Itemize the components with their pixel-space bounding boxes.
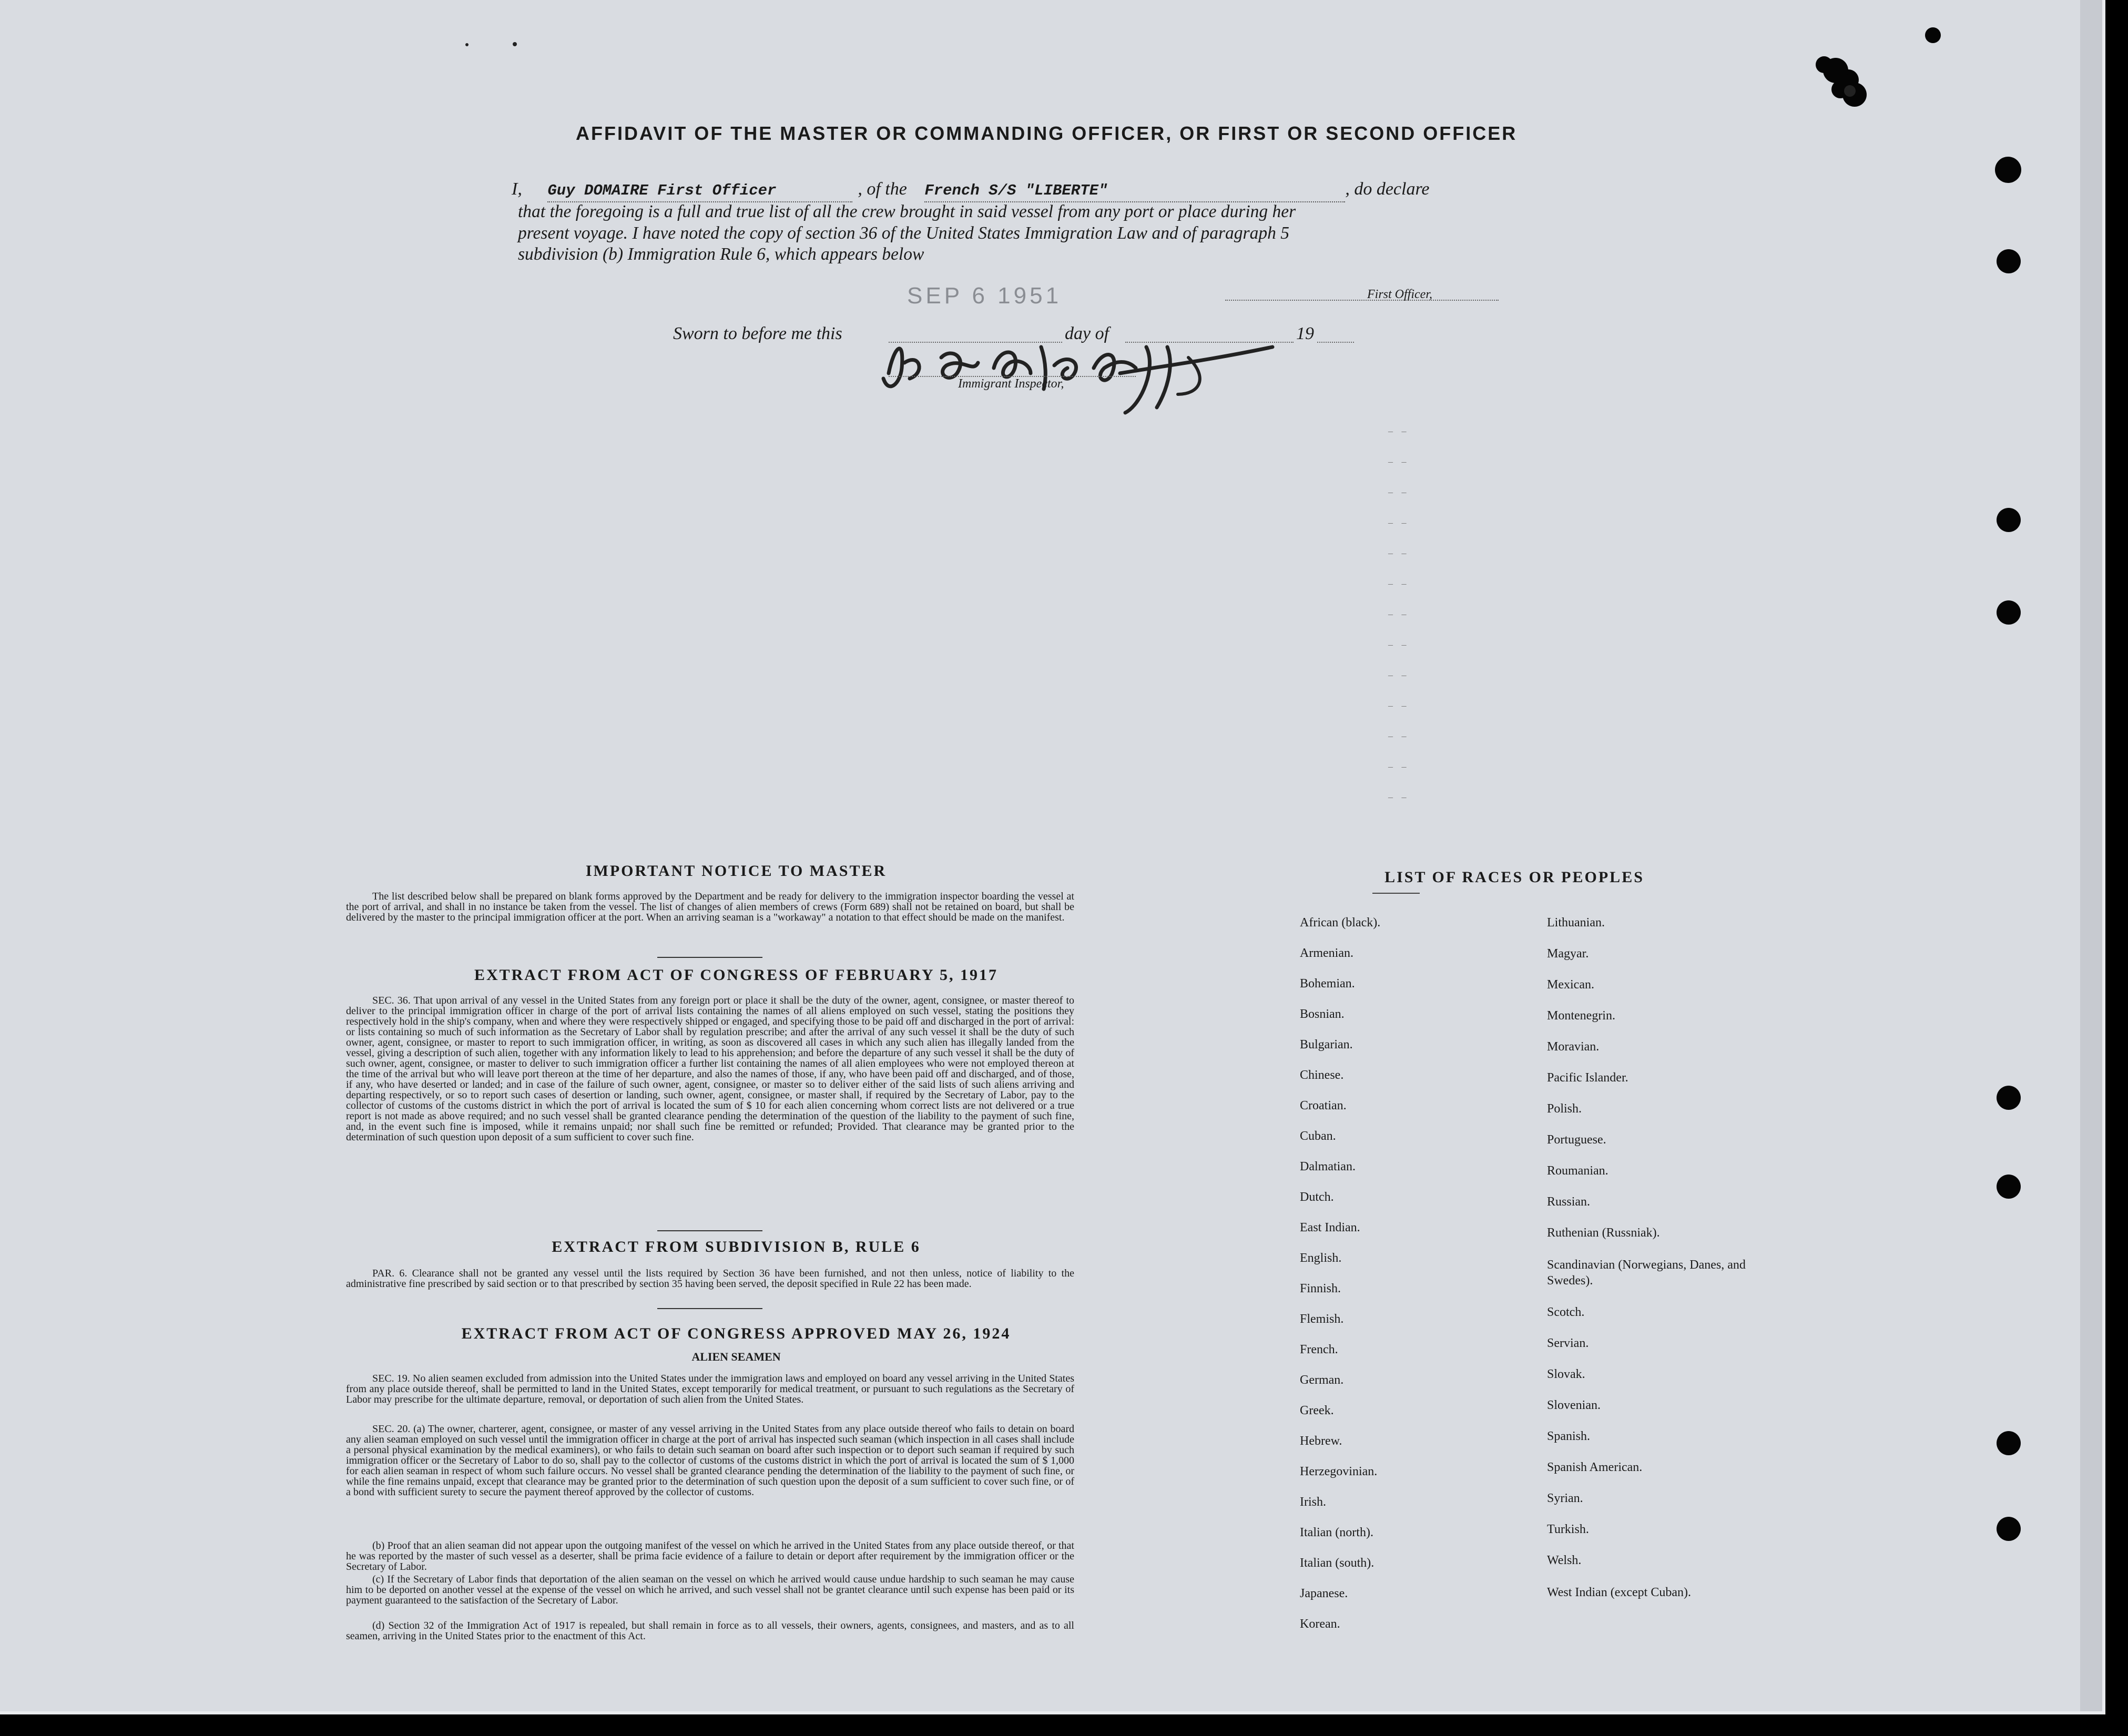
affidavit-line-4: subdivision (b) Immigration Rule 6, which appears below (518, 244, 924, 264)
margin-tick: – – (1388, 731, 1410, 741)
race-item: Chinese. (1300, 1068, 1344, 1082)
officer-name-field: Guy DOMAIRE First Officer (547, 180, 852, 202)
race-item: Moravian. (1547, 1040, 1600, 1054)
race-item: African (black). (1300, 916, 1381, 930)
inspector-signature (873, 315, 1283, 421)
margin-tick: – – (1388, 487, 1410, 497)
binder-hole (1997, 1517, 2021, 1541)
race-item: Roumanian. (1547, 1164, 1608, 1178)
race-item: Bosnian. (1300, 1007, 1345, 1021)
date-stamp: SEP 6 1951 (907, 283, 1062, 309)
margin-tick: – – (1388, 456, 1410, 467)
race-item: Lithuanian. (1547, 916, 1605, 930)
race-item: Magyar. (1547, 947, 1589, 961)
margin-tick: – – (1388, 761, 1410, 772)
race-item: Montenegrin. (1547, 1009, 1615, 1023)
race-item: Polish. (1547, 1102, 1582, 1116)
extract-1924-sec19: SEC. 19. No alien seamen excluded from admission into the United States under the immigration laws and employed on board any vessel arriving in the United States from any place outside thereof, shall be permitted to land in the United States, except temporarily for medical treatment, or pursuant to such regulations as the Secretary of Labor may prescribe for the ultimate departure, removal, or deportation of such alien from the United States. (346, 1373, 1074, 1405)
race-item: Irish. (1300, 1495, 1326, 1509)
affidavit-i: I, (512, 179, 522, 199)
race-item: German. (1300, 1373, 1344, 1387)
race-item: Pacific Islander. (1547, 1071, 1628, 1085)
race-item: Greek. (1300, 1404, 1334, 1417)
race-item: East Indian. (1300, 1221, 1360, 1234)
extract-1917-body: SEC. 36. That upon arrival of any vessel in the United States from any foreign port or place it shall be the duty of the owner, agent, consignee, or master thereof to deliver to the principal immigration officer in charge of the port of arrival lists containing the names of all aliens employed on such vessel, stating the positions they respectively hold in the ship's company, when and where they were respectively shipped or engaged, and specifying those to be paid off and discharged in the port of arrival: or lists containing so much of such information as the Secretary of Labor shall by regulation prescribe; and after the arrival of any such vessel it shall be the duty of such owner, agent, consignee, or master to report to such immigration officer, in writing, as soon as discovered all cases in which any such alien has illegally landed from the vessel, giving a description of such alien, together with any information likely to lead to his apprehension; and before the departure of any such vessel it shall be the duty of such owner, agent, consignee, or master to deliver to such immigration officer a further list containing the names of all alien employees who were not employed thereon at the time of the arrival but who will leave port thereon at the time of her departure, and also the names of those, if any, who have been paid off and discharged, and of those, if any, who have deserted or landed; and in case of the failure of such owner, agent, consignee, or master so to deliver either of the said lists of such aliens arriving and departing respectively, or so to report such cases of desertion or landing, such owner, agent, consignee, or master shall, if required by the Secretary of Labor, pay to the collector of customs of the customs district in which the port of arrival is located the sum of $ 10 for each alien concerning whom correct lists are not delivered or a true report is not made as above required; and no such vessel shall be granted clearance pending the determination of the question of the liability to the payment of such fine, and, in the event such fine is imposed, while it remains unpaid; nor shall such fine be remitted or refunded; Provided. That clearance may be granted prior to the determination of such question upon deposit of a sum sufficient to cover such fine. (346, 995, 1074, 1143)
notice-body: The list described below shall be prepared on blank forms approved by the Department and be ready for delivery to the immigration inspector boarding the vessel at the port of arrival, and shall in no instance be taken from the vessel. The list of changes of alien members of crews (Form 689) shall not be retained on board, but shall be delivered by the master to the principal immigration officer at the port. When an arriving seaman is a "workaway" a notation to that effect should be made on the manifest. (346, 891, 1074, 923)
year-prefix: 19 (1296, 324, 1314, 343)
races-title: LIST OF RACES OR PEOPLES (1384, 869, 1644, 886)
race-item: Mexican. (1547, 978, 1594, 992)
race-item: Armenian. (1300, 946, 1353, 960)
rule (657, 957, 762, 958)
race-item: Italian (north). (1300, 1526, 1373, 1539)
margin-tick: – – (1388, 548, 1410, 558)
speck (465, 43, 469, 46)
extract-1924-sec20b: (b) Proof that an alien seaman did not appear upon the outgoing manifest of the vessel on which he arrived in the United States from any place outside thereof, or that he was reported by the master of such vessel as a deserter, shall be prima facie evidence of a failure to detain or deport after requirement by the immigration officer or the Secretary of Labor. (346, 1540, 1074, 1572)
officer-signature-line (1225, 284, 1499, 301)
race-item: Servian. (1547, 1336, 1589, 1350)
binder-hole (1925, 27, 1941, 43)
margin-tick: – – (1388, 609, 1410, 619)
race-item: West Indian (except Cuban). (1547, 1586, 1691, 1599)
speck (1844, 85, 1856, 97)
affidavit-do-declare: , do declare (1345, 179, 1430, 199)
race-item: Bohemian. (1300, 977, 1355, 990)
extract-1917-title: EXTRACT FROM ACT OF CONGRESS OF FEBRUARY 5, 1917 (474, 966, 999, 984)
rule (657, 1230, 762, 1231)
affidavit-of-the: , of the (858, 179, 907, 199)
binder-hole (1997, 600, 2021, 625)
race-item: Dalmatian. (1300, 1160, 1356, 1173)
margin-tick: – – (1388, 426, 1410, 436)
binder-hole (1997, 508, 2021, 532)
affidavit-line-3: present voyage. I have noted the copy of section 36 of the United States Immigration Law and of paragraph 5 (518, 223, 1289, 243)
rule6-title: EXTRACT FROM SUBDIVISION B, RULE 6 (552, 1238, 921, 1255)
margin-tick: – – (1388, 578, 1410, 589)
speck (513, 42, 517, 46)
margin-tick: – – (1388, 639, 1410, 650)
race-item: Scandinavian (Norwegians, Danes, and Swedes). (1547, 1258, 1746, 1288)
race-item: Finnish. (1300, 1282, 1341, 1295)
race-item: Korean. (1300, 1617, 1340, 1631)
race-item: Portuguese. (1547, 1133, 1606, 1147)
race-item: Flemish. (1300, 1312, 1344, 1326)
notice-title: IMPORTANT NOTICE TO MASTER (585, 862, 887, 880)
races-column-1 (1300, 916, 1521, 1648)
margin-tick: – – (1388, 670, 1410, 680)
binder-hole (1997, 1086, 2021, 1110)
race-item: Herzegovinian. (1300, 1465, 1378, 1478)
race-item: Slovak. (1547, 1367, 1585, 1381)
rule6-body: PAR. 6. Clearance shall not be granted any vessel until the lists required by Section 36 have been furnished, and not then unless, notice of liability to the administrative fine prescribed by said section or to that prescribed by section 35 having been served, the deposit specified in Rule 22 has been made. (346, 1268, 1074, 1290)
extract-1924-title: EXTRACT FROM ACT OF CONGRESS APPROVED MAY 26, 1924 (461, 1325, 1011, 1342)
affidavit-line-1 (509, 179, 1508, 202)
margin-tick: – – (1388, 792, 1410, 802)
race-item: Slovenian. (1547, 1398, 1601, 1412)
alien-seamen-subtitle: ALIEN SEAMEN (691, 1350, 781, 1363)
extract-1924-sec20a: SEC. 20. (a) The owner, charterer, agent, consignee, or master of any vessel arriving in the United States from any place outside thereof who fails to detain on board any alien seaman employed on such vessel until the immigration officer in charge at the port of arrival has inspected such seaman (which inspection in all cases shall include a personal physical examination by the medical examiners), or who fails to detain such seaman on board after such inspection or to deport such seaman if required by such immigration officer or the Secretary of Labor to do so, shall pay to the collector of customs of the customs district in which the port of arrival is located the sum of $ 1,000 for each alien seaman in respect of whom such failure occurs. No vessel shall be granted clearance pending the determination of the liability to the payment of such fine, or while the fine remains unpaid, except that clearance may be granted prior to the determination of such question upon the deposit of a sum sufficient to cover such fine, or of a bond with sufficient surety to secure the payment thereof approved by the collector of customs. (346, 1423, 1074, 1498)
inspector-label: Immigrant Inspector, (958, 377, 1064, 391)
affidavit-title: AFFIDAVIT OF THE MASTER OR COMMANDING OFFICER, OR FIRST OR SECOND OFFICER (576, 122, 1518, 144)
races-title-underline (1372, 893, 1420, 894)
race-item: Welsh. (1547, 1554, 1582, 1567)
race-item: Bulgarian. (1300, 1038, 1353, 1051)
race-item: Hebrew. (1300, 1434, 1342, 1448)
margin-tick: – – (1388, 517, 1410, 528)
race-item: Scotch. (1547, 1305, 1585, 1319)
binder-hole (1997, 249, 2021, 273)
binder-hole (1997, 1175, 2021, 1199)
affidavit-line-2: that the foregoing is a full and true list of all the crew brought in said vessel from any port or place during her (518, 202, 1296, 221)
page-edge (2080, 0, 2102, 1711)
race-item: Cuban. (1300, 1129, 1336, 1143)
margin-tick: – – (1388, 700, 1410, 711)
race-item: Italian (south). (1300, 1556, 1374, 1570)
race-item: Spanish. (1547, 1429, 1591, 1443)
race-item: Syrian. (1547, 1492, 1583, 1505)
race-item: Japanese. (1300, 1587, 1348, 1600)
extract-1924-sec20c: (c) If the Secretary of Labor finds that deportation of the alien seaman on the vessel on which he arrived would cause undue hardship to such seaman he may cause him to be deported on another vessel at the expense of the vessel on which he arrived, and such vessel shall not be grantet clearance until such expense has been paid or its payment guaranteed to the satisfaction of the Secretary of Labor. (346, 1574, 1074, 1606)
rule (657, 1308, 762, 1309)
binder-hole (1823, 58, 1848, 83)
binder-hole (1997, 1431, 2021, 1455)
race-item: Dutch. (1300, 1190, 1334, 1204)
race-item: French. (1300, 1343, 1338, 1356)
extract-1924-sec20d: (d) Section 32 of the Immigration Act of 1917 is repealed, but shall remain in force as to all vessels, their owners, agents, consignees, and masters, and as to all seamen, arriving in the United States prior to the enactment of this Act. (346, 1620, 1074, 1642)
race-item: Spanish American. (1547, 1461, 1643, 1474)
race-item: Ruthenian (Russniak). (1547, 1226, 1660, 1240)
year-line (1317, 342, 1354, 343)
day-of-label: day of (1065, 324, 1109, 343)
race-item: English. (1300, 1251, 1342, 1265)
race-item: Croatian. (1300, 1099, 1347, 1112)
officer-title-label: First Officer, (1367, 288, 1432, 301)
sworn-label: Sworn to before me this (673, 324, 842, 343)
race-item: Russian. (1547, 1195, 1591, 1209)
vessel-name-field: French S/S "LIBERTE" (924, 180, 1345, 202)
races-column-2 (1547, 916, 1757, 1616)
race-item: Turkish. (1547, 1523, 1589, 1536)
binder-hole (1995, 157, 2021, 183)
